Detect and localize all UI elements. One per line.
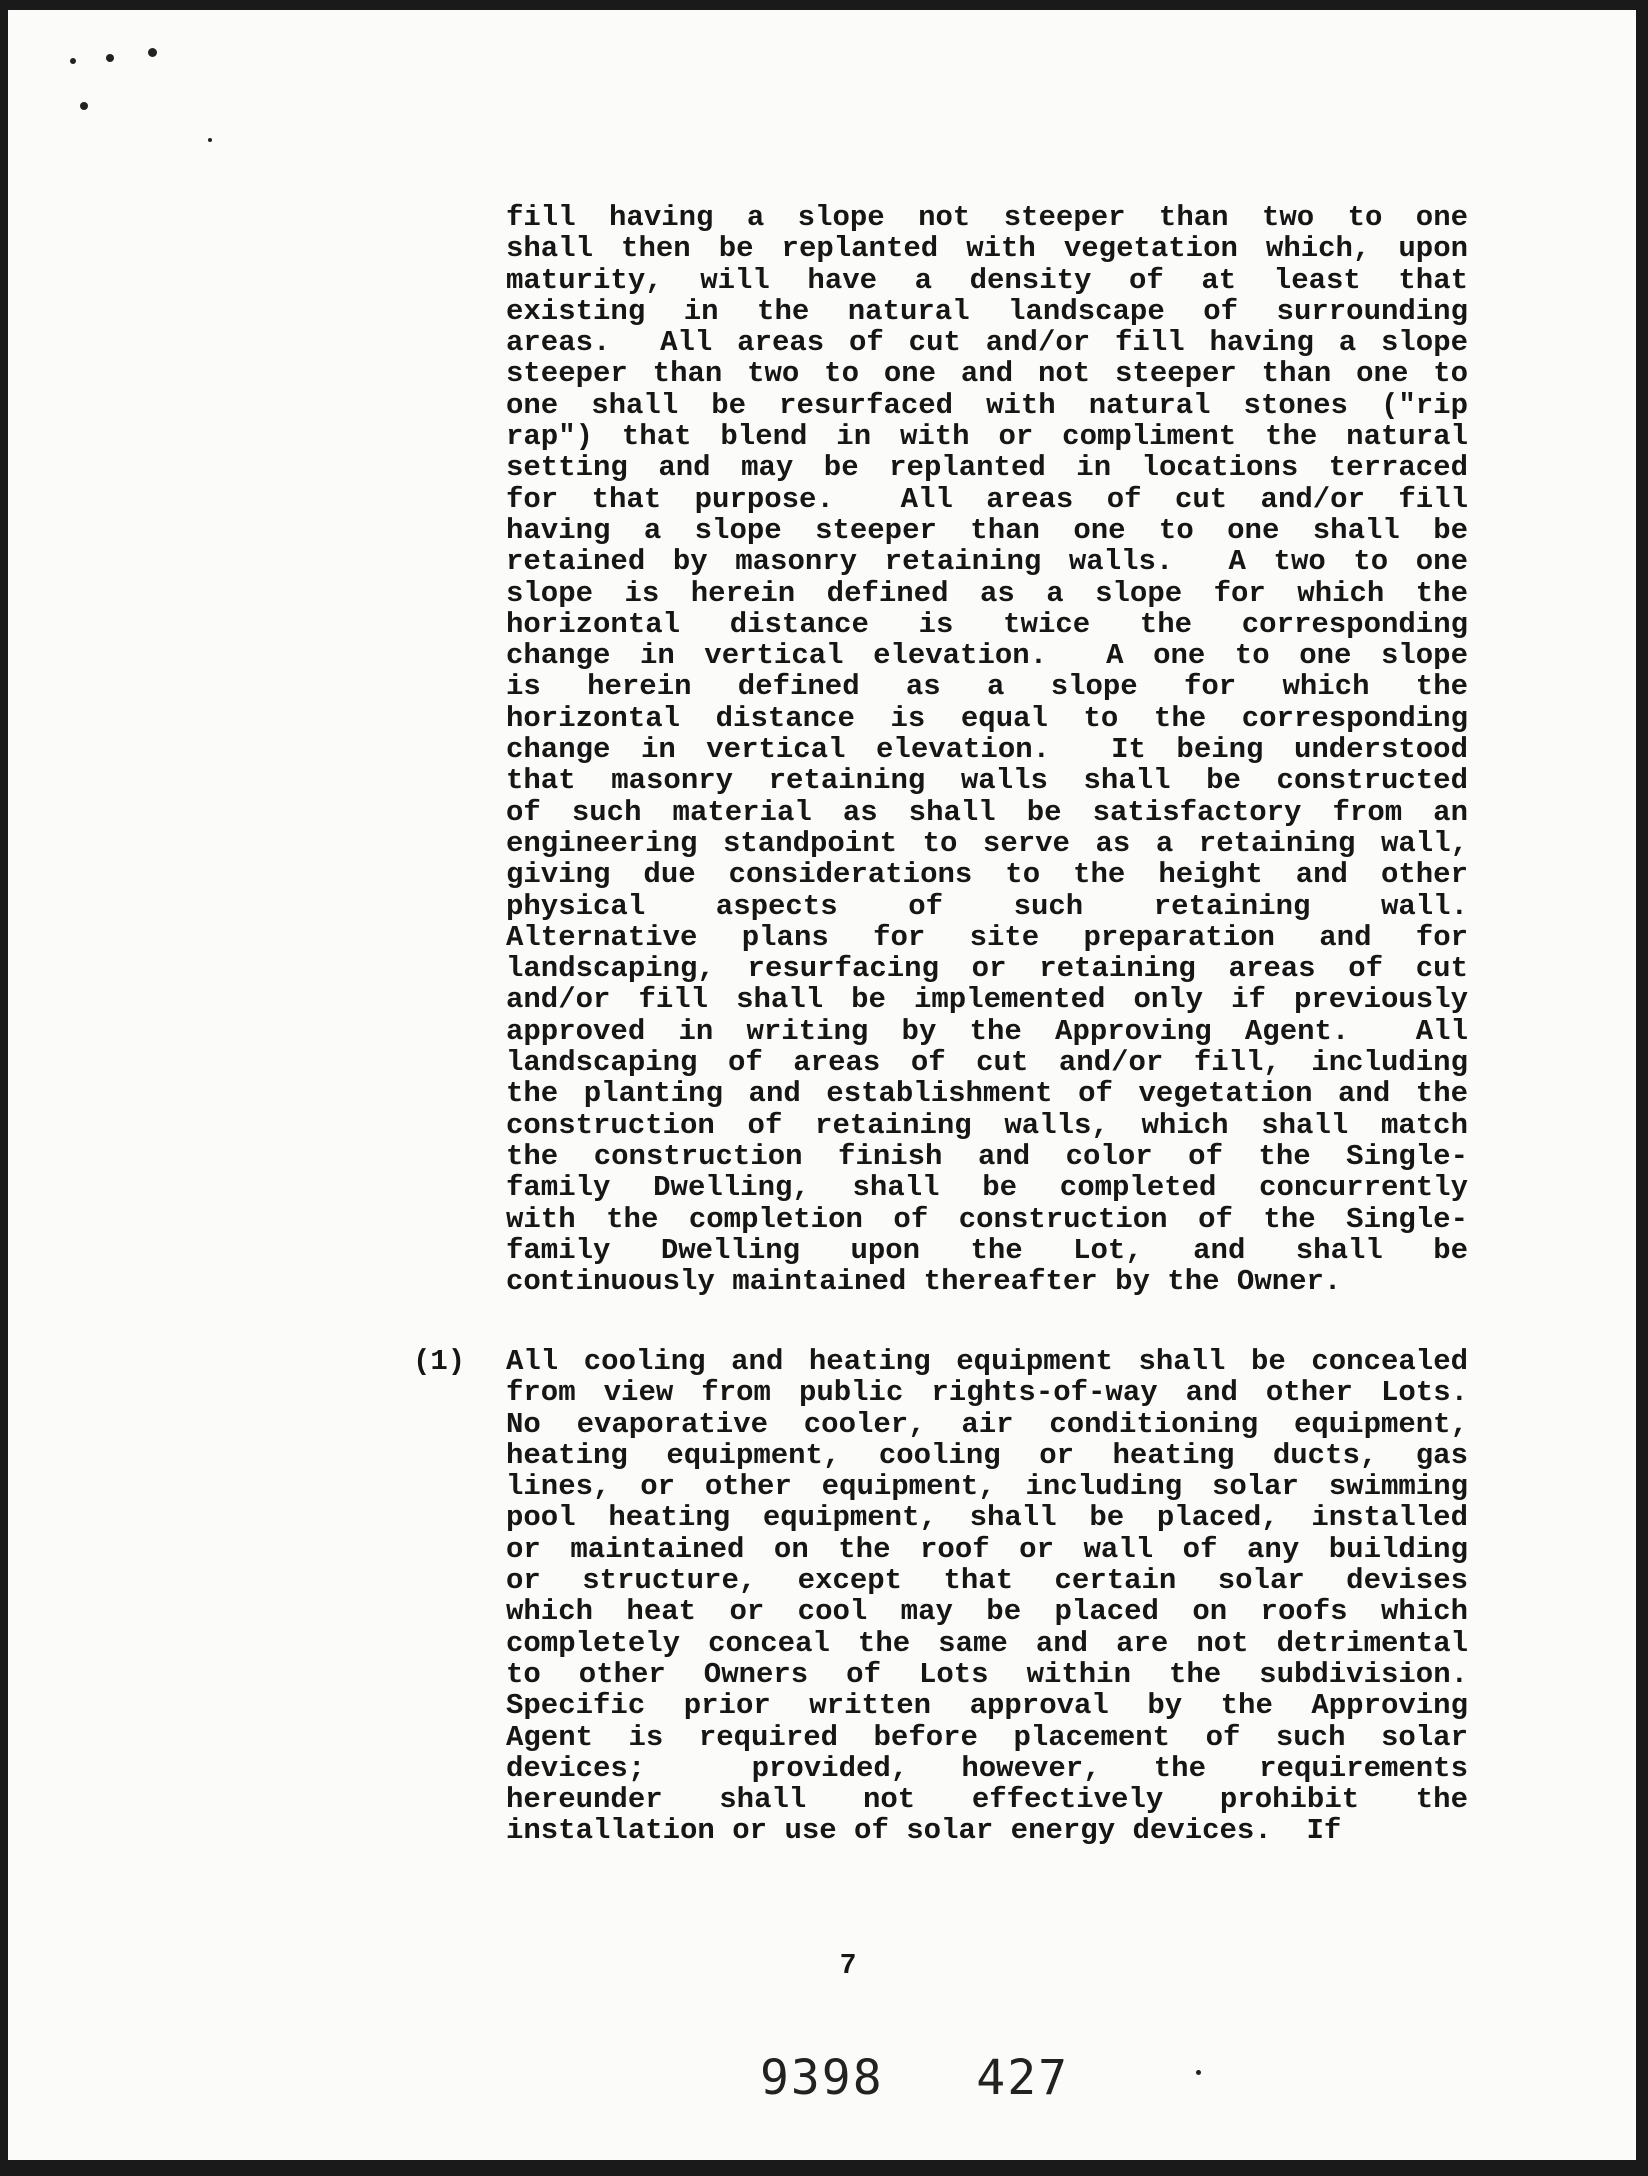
text-line: Specific prior written approval by the Approving — [506, 1689, 1468, 1723]
scan-speck — [106, 54, 114, 62]
text-line: lines, or other equipment, including solar swimming — [506, 1470, 1468, 1504]
text-line: continuously maintained thereafter by the Owner. — [506, 1265, 1342, 1299]
text-line: slope is herein defined as a slope for which the — [506, 576, 1468, 610]
text-line: the planting and establishment of vegetation and the — [506, 1077, 1468, 1111]
text-line: which heat or cool may be placed on roofs which — [506, 1595, 1468, 1629]
text-line: physical aspects of such retaining wall. — [506, 889, 1468, 923]
item-l-paragraph — [506, 1346, 1468, 1847]
scan-speck — [70, 58, 76, 64]
text-line: hereunder shall not effectively prohibit the — [506, 1783, 1468, 1817]
document-page — [8, 10, 1636, 2160]
page-number: 7 — [840, 1948, 856, 1979]
text-line: setting and may be replanted in locations terraced — [506, 451, 1468, 485]
paragraph-main — [506, 202, 1468, 1297]
text-line: existing in the natural landscape of surrounding — [506, 294, 1468, 328]
text-line: change in vertical elevation. A one to one slope — [506, 639, 1468, 673]
text-line: steeper than two to one and not steeper than one to — [506, 357, 1468, 391]
text-line: engineering standpoint to serve as a retaining wall, — [506, 826, 1468, 860]
scan-speck — [148, 48, 157, 57]
text-line: horizontal distance is equal to the corresponding — [506, 701, 1468, 735]
text-line: retained by masonry retaining walls. A two to one — [506, 545, 1468, 579]
text-line: Alternative plans for site preparation and for — [506, 920, 1468, 954]
text-line: devices; provided, however, the requirements — [506, 1751, 1468, 1785]
scan-speck — [1196, 2070, 1201, 2075]
recording-number: 9398 427 — [760, 2050, 1069, 2106]
text-line: heating equipment, cooling or heating ducts, gas — [506, 1438, 1468, 1472]
text-line: shall then be replanted with vegetation which, upon — [506, 232, 1468, 266]
text-line: maturity, will have a density of at least that — [506, 263, 1468, 297]
text-line: or maintained on the roof or wall of any building — [506, 1532, 1468, 1566]
text-line: No evaporative cooler, air conditioning equipment, — [506, 1407, 1468, 1441]
text-line: of such material as shall be satisfactory from an — [506, 795, 1468, 829]
text-line: and/or fill shall be implemented only if previously — [506, 983, 1468, 1017]
text-line: rap") that blend in with or compliment the natural — [506, 420, 1468, 454]
text-line: horizontal distance is twice the corresponding — [506, 607, 1468, 641]
text-line: All cooling and heating equipment shall be concealed — [506, 1345, 1468, 1378]
scan-speck — [80, 102, 88, 110]
text-line: the construction finish and color of the Single- — [506, 1139, 1468, 1173]
text-line: pool heating equipment, shall be placed, installed — [506, 1501, 1468, 1535]
text-line: change in vertical elevation. It being understood — [506, 733, 1468, 767]
text-line: giving due considerations to the height and other — [506, 858, 1468, 892]
text-line: one shall be resurfaced with natural stones ("rip — [506, 388, 1468, 422]
text-line: with the completion of construction of the Single- — [506, 1202, 1468, 1236]
item-label: (1) — [413, 1345, 466, 1378]
text-line: approved in writing by the Approving Agent. All — [506, 1014, 1468, 1048]
text-line: to other Owners of Lots within the subdivision. — [506, 1657, 1468, 1691]
text-line: fill having a slope not steeper than two to one — [506, 201, 1468, 234]
text-line: family Dwelling, shall be completed concurrently — [506, 1171, 1468, 1205]
text-line: family Dwelling upon the Lot, and shall be — [506, 1233, 1468, 1267]
scan-speck — [208, 138, 212, 142]
text-line: landscaping of areas of cut and/or fill, including — [506, 1046, 1468, 1080]
text-line: completely conceal the same and are not detrimental — [506, 1626, 1468, 1660]
text-line: landscaping, resurfacing or retaining areas of cut — [506, 952, 1468, 986]
text-line: or structure, except that certain solar devises — [506, 1564, 1468, 1598]
text-line: installation or use of solar energy devices. If — [506, 1814, 1342, 1848]
text-line: is herein defined as a slope for which the — [506, 670, 1468, 704]
text-line: construction of retaining walls, which shall match — [506, 1108, 1468, 1142]
text-line: Agent is required before placement of such solar — [506, 1720, 1468, 1754]
text-line: having a slope steeper than one to one shall be — [506, 513, 1468, 547]
text-line: that masonry retaining walls shall be constructed — [506, 764, 1468, 798]
text-line: areas. All areas of cut and/or fill having a slope — [506, 326, 1468, 360]
text-line: from view from public rights-of-way and other Lots. — [506, 1376, 1468, 1410]
text-line: for that purpose. All areas of cut and/or fill — [506, 482, 1468, 516]
